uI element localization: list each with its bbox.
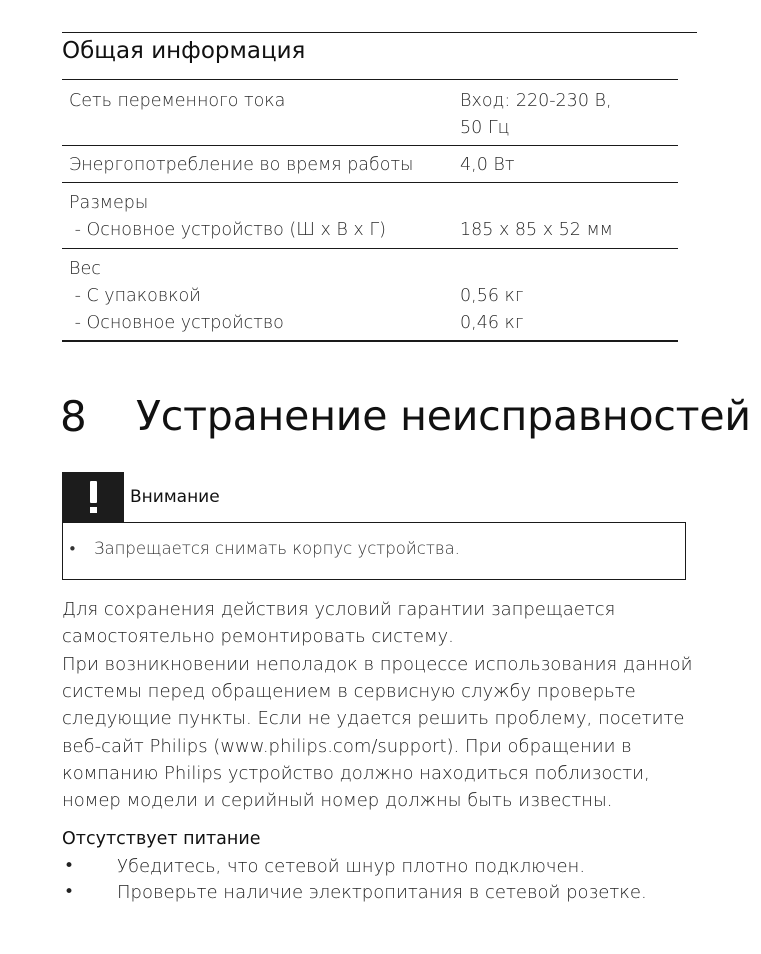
- caution-bullet: •: [68, 540, 77, 558]
- row-label: Энергопотребление во время работы: [69, 155, 414, 175]
- row-value: 185 x 85 x 52 мм: [460, 220, 613, 240]
- intro-line: самостоятельно ремонтировать систему.: [62, 626, 454, 647]
- row-label: - Основное устройство (Ш x В x Г): [69, 220, 386, 240]
- section-title-general-info: Общая информация: [62, 38, 306, 64]
- list-item-text: Убедитесь, что сетевой шнур плотно подключен.: [117, 856, 586, 877]
- row-label: Размеры: [69, 193, 149, 213]
- row-label: Сеть переменного тока: [69, 91, 286, 111]
- no-power-heading: Отсутствует питание: [62, 829, 261, 849]
- intro-line: Для сохранения действия условий гарантии запрещается: [62, 599, 616, 620]
- row-label: - Основное устройство: [69, 313, 284, 333]
- row-value: 50 Гц: [460, 118, 510, 138]
- row-value: 0,46 кг: [460, 313, 524, 333]
- chapter-title: Устранение неисправностей: [136, 392, 751, 440]
- list-item-text: Проверьте наличие электропитания в сетевой розетке.: [117, 882, 647, 903]
- table-row-divider: [62, 145, 678, 146]
- intro-line: компанию Philips устройство должно находиться поблизости,: [62, 763, 650, 784]
- top-rule: [62, 32, 697, 33]
- intro-line: номер модели и серийный номер должны быть известны.: [62, 790, 613, 811]
- caution-text: Запрещается снимать корпус устройства.: [94, 539, 460, 558]
- table-row-divider: [62, 248, 678, 249]
- table-rule-bottom: [62, 340, 678, 342]
- warning-exclamation-icon: [62, 472, 124, 522]
- row-value: 0,56 кг: [460, 286, 524, 306]
- table-row-divider: [62, 182, 678, 183]
- row-label: - С упаковкой: [69, 286, 201, 306]
- intro-line: следующие пункты. Если не удается решить проблему, посетите: [62, 708, 685, 729]
- bullet: •: [64, 882, 75, 902]
- table-rule-top: [62, 79, 678, 80]
- row-value: 4,0 Вт: [460, 155, 515, 175]
- bullet: •: [64, 856, 75, 876]
- caution-label: Внимание: [130, 487, 220, 507]
- intro-line: веб-сайт Philips (www.philips.com/support). При обращении в: [62, 736, 632, 757]
- intro-line: При возникновении неполадок в процессе использования данной: [62, 654, 693, 675]
- row-value: Вход: 220-230 В,: [460, 91, 612, 111]
- row-label: Вес: [69, 259, 101, 279]
- intro-line: системы перед обращением в сервисную службу проверьте: [62, 681, 636, 702]
- chapter-number: 8: [60, 392, 87, 441]
